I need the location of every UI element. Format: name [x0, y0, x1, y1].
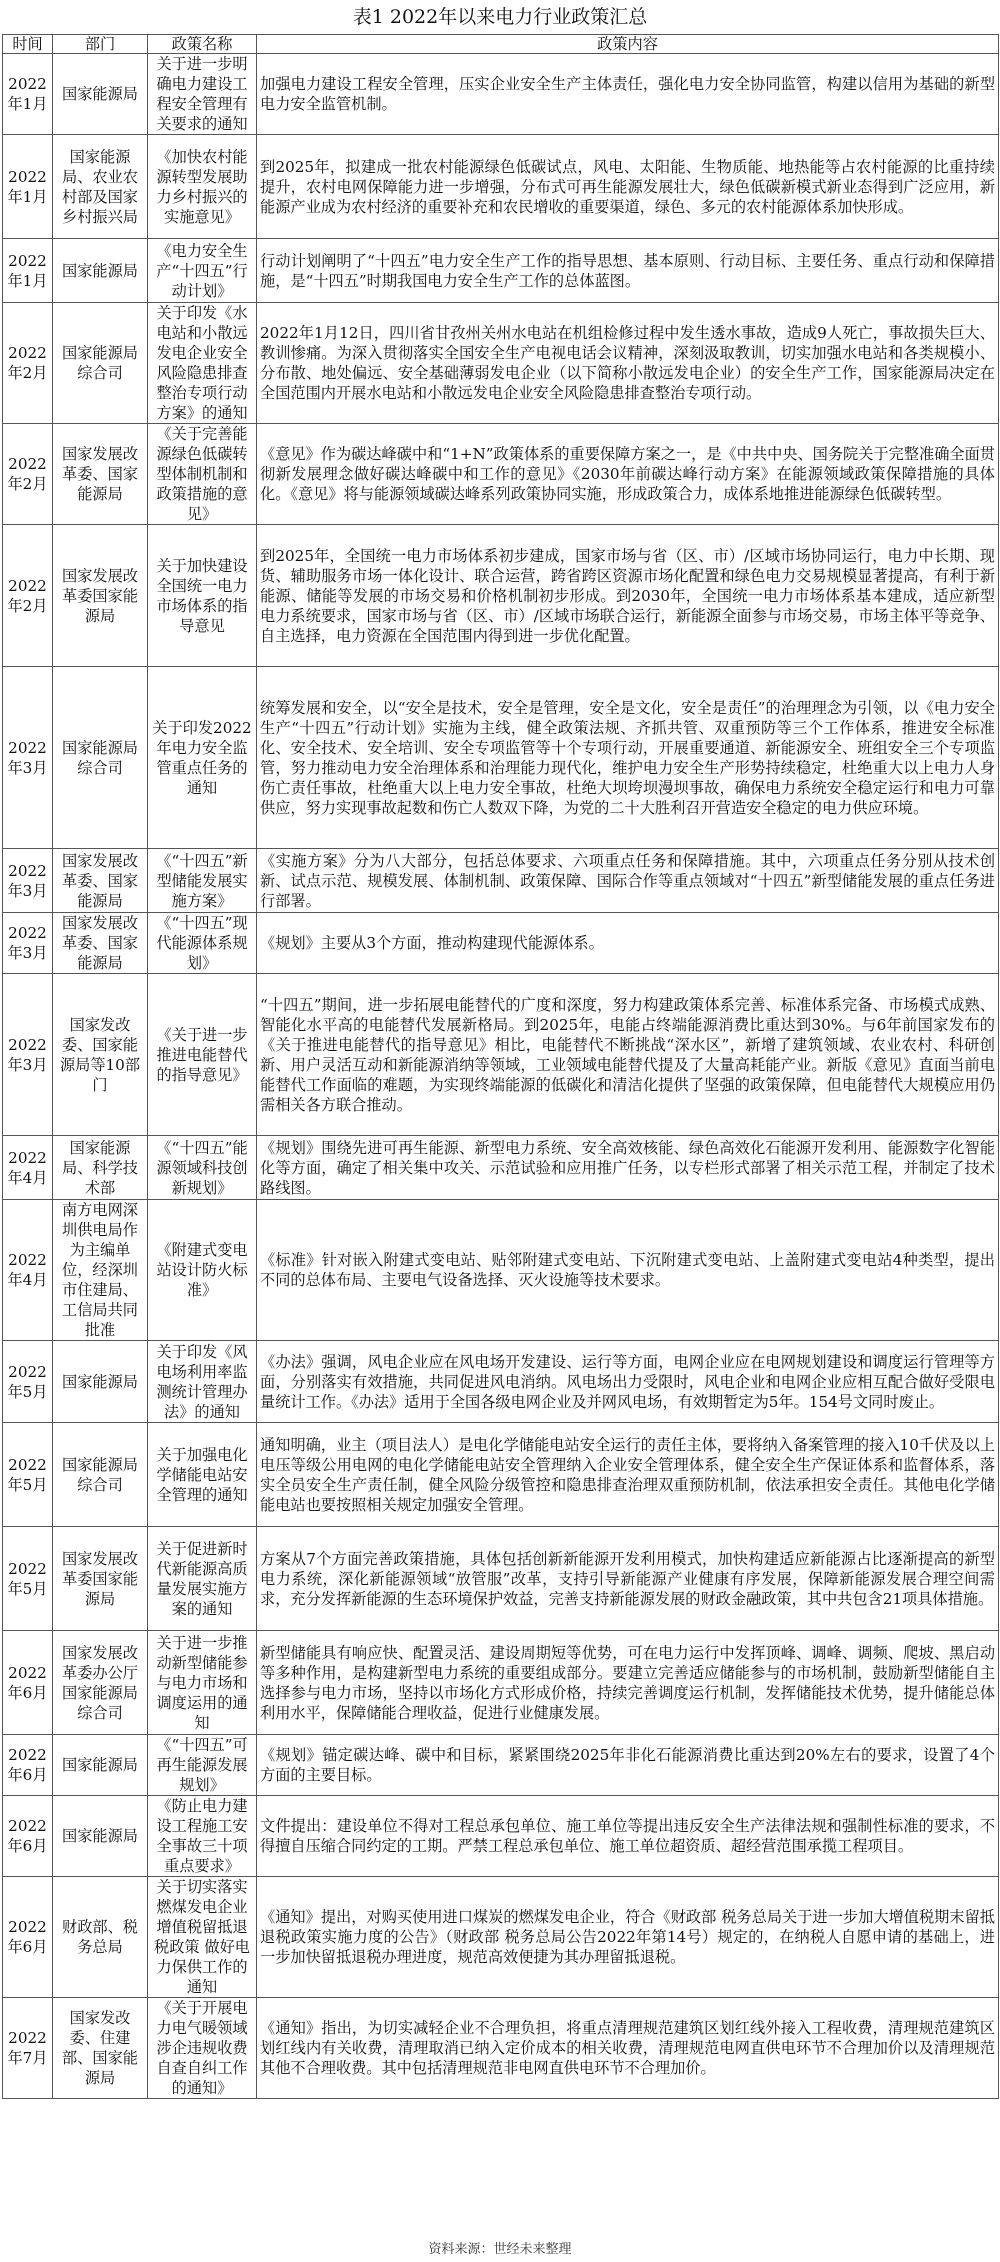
table-row — [3, 135, 999, 239]
cell-policy-content: 统筹发展和安全，以“安全是技术，安全是管理，安全是文化，安全是责任”的治理理念为引领，以《电力安全生产“十四五”行动计划》实施为主线，健全政策法规、齐抓共管、双重预防等三个工作体系，推进安全标准化、安全技术、安全培训、安全专项监管等十个专项行动，开展重要通道、新能源安全、班组安全三个专项监管，努力推动电力安全治理体系和治理能力现代化，维护电力安全生产形势持续稳定，杜绝重大以上电力人身伤亡责任事故，杜绝重大以上电力安全事故，杜绝大坝垮坝漫坝事故，确保电力系统安全稳定运行和电力可靠供应，努力实现事故起数和伤亡人数双下降，为党的二十大胜利召开营造安全稳定的电力供应环境。 — [257, 667, 999, 849]
cell-time: 2022年3月 — [3, 849, 53, 913]
cell-time: 2022年1月 — [3, 135, 53, 239]
cell-policy-name: 关于印发《风电场利用率监测统计管理办法》的通知 — [148, 1341, 257, 1423]
table-row — [3, 974, 999, 1136]
cell-time: 2022年5月 — [3, 1341, 53, 1423]
cell-time: 2022年3月 — [3, 974, 53, 1136]
cell-department: 国家能源局 — [53, 1796, 148, 1877]
cell-time: 2022年1月 — [3, 54, 53, 135]
table-row — [3, 303, 999, 424]
cell-policy-content: 《规划》主要从3个方面，推动构建现代能源体系。 — [257, 913, 999, 974]
cell-policy-name: 《关于开展电力电气暖领域涉企违规收费自查自纠工作的通知》 — [148, 1998, 257, 2099]
cell-time: 2022年4月 — [3, 1136, 53, 1200]
cell-policy-name: 关于印发《水电站和小散远发电企业安全风险隐患排查整治专项行动方案》的通知 — [148, 303, 257, 424]
cell-department: 国家能源局、科学技术部 — [53, 1136, 148, 1200]
cell-policy-name: 《附建式变电站设计防火标准》 — [148, 1200, 257, 1341]
cell-policy-content: 《实施方案》分为八大部分，包括总体要求、六项重点任务和保障措施。其中，六项重点任务分别从技术创新、试点示范、规模发展、体制机制、政策保障、国际合作等重点领域对“十四五”新型储能发展的重点任务进行部署。 — [257, 849, 999, 913]
cell-policy-name: 关于进一步推动新型储能参与电力市场和调度运用的通知 — [148, 1631, 257, 1735]
cell-department: 国家发改委、国家能源局等10部门 — [53, 974, 148, 1136]
cell-department: 国家能源局综合司 — [53, 303, 148, 424]
cell-policy-content: 通知明确，业主（项目法人）是电化学储能电站安全运行的责任主体，要将纳入备案管理的接入10千伏及以上电压等级公用电网的电化学储能电站安全管理纳入企业安全管理体系，健全安全生产保证体系和监督体系，落实全员安全生产责任制，健全风险分级管控和隐患排查治理双重预防机制，依法承担安全责任。其他电化学储能电站也要按照相关规定加强安全管理。 — [257, 1423, 999, 1527]
cell-department: 南方电网深圳供电局作为主编单位，经深圳市住建局、工信局共同批准 — [53, 1200, 148, 1341]
table-row — [3, 913, 999, 974]
cell-time: 2022年3月 — [3, 913, 53, 974]
cell-policy-content: 《规划》锚定碳达峰、碳中和目标，紧紧围绕2025年非化石能源消费比重达到20%左右的要求，设置了4个方面的主要目标。 — [257, 1735, 999, 1796]
cell-policy-name: 《“十四五”可再生能源发展规划》 — [148, 1735, 257, 1796]
table-row — [3, 525, 999, 667]
cell-department: 国家发展改革委办公厅 国家能源局综合司 — [53, 1631, 148, 1735]
header-policy-name: 政策名称 — [148, 35, 257, 54]
table-row — [3, 1200, 999, 1341]
cell-time: 2022年2月 — [3, 303, 53, 424]
cell-department: 国家发展改革委、国家能源局 — [53, 913, 148, 974]
table-row — [3, 1998, 999, 2099]
cell-policy-content: 《标准》针对嵌入附建式变电站、贴邻附建式变电站、下沉附建式变电站、上盖附建式变电站4种类型，提出不同的总体布局、主要电气设备选择、灭火设施等技术要求。 — [257, 1200, 999, 1341]
cell-policy-content: 《通知》指出，为切实减轻企业不合理负担，将重点清理规范建筑区划红线外接入工程收费，清理规范建筑区划红线内有关收费，清理取消已纳入定价成本的相关收费，清理规范电网直供电环节不合理加价以及清理规范其他不合理收费。其中包括清理规范非电网直供电环节不合理加价。 — [257, 1998, 999, 2099]
cell-time: 2022年2月 — [3, 424, 53, 525]
cell-time: 2022年2月 — [3, 525, 53, 667]
cell-policy-content: 加强电力建设工程安全管理，压实企业安全生产主体责任，强化电力安全协同监管，构建以信用为基础的新型电力安全监管机制。 — [257, 54, 999, 135]
cell-policy-content: 新型储能具有响应快、配置灵活、建设周期短等优势，可在电力运行中发挥顶峰、调峰、调频、爬坡、黑启动等多种作用，是构建新型电力系统的重要组成部分。要建立完善适应储能参与的市场机制，鼓励新型储能自主选择参与电力市场，坚持以市场化方式形成价格，持续完善调度运行机制，发挥储能技术优势，提升储能总体利用水平，保障储能合理收益，促进行业健康发展。 — [257, 1631, 999, 1735]
cell-department: 国家发展改革委、国家能源局 — [53, 424, 148, 525]
cell-time: 2022年6月 — [3, 1796, 53, 1877]
table-row — [3, 1735, 999, 1796]
cell-policy-name: 关于促进新时代新能源高质量发展实施方案的通知 — [148, 1527, 257, 1631]
cell-department: 国家能源局 — [53, 1341, 148, 1423]
table-row — [3, 1423, 999, 1527]
table-row — [3, 1631, 999, 1735]
cell-time: 2022年1月 — [3, 239, 53, 303]
cell-department: 国家发展改革委、国家能源局 — [53, 849, 148, 913]
table-row — [3, 667, 999, 849]
cell-department: 国家能源局综合司 — [53, 1423, 148, 1527]
source-note: 资料来源：世经未来整理 — [428, 2242, 572, 2257]
cell-time: 2022年6月 — [3, 1735, 53, 1796]
cell-policy-name: 《“十四五”新型储能发展实施方案》 — [148, 849, 257, 913]
table-caption: 表1 2022年以来电力行业政策汇总 — [352, 6, 648, 28]
cell-policy-content: 文件提出：建设单位不得对工程总承包单位、施工单位等提出违反安全生产法律法规和强制性标准的要求，不得擅自压缩合同约定的工期。严禁工程总承包单位、施工单位超资质、超经营范围承揽工程项目。 — [257, 1796, 999, 1877]
cell-time: 2022年3月 — [3, 667, 53, 849]
header-time: 时间 — [3, 35, 53, 54]
table-row — [3, 849, 999, 913]
cell-policy-name: 关于切实落实燃煤发电企业增值税留抵退税政策 做好电力保供工作的通知 — [148, 1877, 257, 1998]
cell-policy-content: 《规划》围绕先进可再生能源、新型电力系统、安全高效核能、绿色高效化石能源开发利用、能源数字化智能化等方面，确定了相关集中攻关、示范试验和应用推广任务，以专栏形式部署了相关示范工程，并制定了技术路线图。 — [257, 1136, 999, 1200]
cell-policy-content: 行动计划阐明了“十四五”电力安全生产工作的指导思想、基本原则、行动目标、主要任务、重点行动和保障措施，是“十四五”时期我国电力安全生产工作的总体蓝图。 — [257, 239, 999, 303]
cell-department: 国家发展改革委国家能源局 — [53, 525, 148, 667]
cell-policy-name: 《“十四五”能源领域科技创新规划》 — [148, 1136, 257, 1200]
cell-time: 2022年4月 — [3, 1200, 53, 1341]
header-department: 部门 — [53, 35, 148, 54]
table-row — [3, 1136, 999, 1200]
cell-time: 2022年5月 — [3, 1527, 53, 1631]
cell-time: 2022年6月 — [3, 1877, 53, 1998]
table-row — [3, 1796, 999, 1877]
table-row — [3, 54, 999, 135]
cell-department: 财政部、税务总局 — [53, 1877, 148, 1998]
cell-department: 国家能源局综合司 — [53, 667, 148, 849]
cell-policy-name: 关于印发2022年电力安全监管重点任务的通知 — [148, 667, 257, 849]
cell-department: 国家能源局 — [53, 239, 148, 303]
cell-department: 国家发改委、住建部、国家能源局 — [53, 1998, 148, 2099]
cell-department: 国家发展改革委国家能源局 — [53, 1527, 148, 1631]
table-row — [3, 239, 999, 303]
cell-policy-content: 《通知》提出，对购买使用进口煤炭的燃煤发电企业，符合《财政部 税务总局关于进一步加大增值税期末留抵退税政策实施力度的公告》（财政部 税务总局公告2022年第14号）规定的，在纳税人自愿申请的基础上，进一步加快留抵退税办理进度，规范高效便捷为其办理留抵退税。 — [257, 1877, 999, 1998]
cell-policy-content: 到2025年，拟建成一批农村能源绿色低碳试点，风电、太阳能、生物质能、地热能等占农村能源的比重持续提升，农村电网保障能力进一步增强，分布式可再生能源发展壮大，绿色低碳新模式新业态得到广泛应用，新能源产业成为农村经济的重要补充和农民增收的重要渠道，绿色、多元的农村能源体系加快形成。 — [257, 135, 999, 239]
cell-policy-content: 方案从7个方面完善政策措施，具体包括创新新能源开发利用模式，加快构建适应新能源占比逐渐提高的新型电力系统，深化新能源领域“放管服”改革，支持引导新能源产业健康有序发展，保障新能源发展合理空间需求，充分发挥新能源的生态环境保护效益，完善支持新能源发展的财政金融政策，其中共包含21项具体措施。 — [257, 1527, 999, 1631]
cell-department: 国家能源局 — [53, 54, 148, 135]
table-row — [3, 1341, 999, 1423]
cell-department: 国家能源局、农业农村部及国家乡村振兴局 — [53, 135, 148, 239]
header-policy-content: 政策内容 — [257, 35, 999, 54]
policy-table — [2, 34, 999, 2099]
cell-policy-content: 2022年1月12日，四川省甘孜州关州水电站在机组检修过程中发生透水事故，造成9人死亡，事故损失巨大、教训惨痛。为深入贯彻落实全国安全生产电视电话会议精神，深刻汲取教训，切实加强水电站和各类规模小、分布散、地处偏远、安全基础薄弱发电企业（以下简称小散远发电企业）的安全生产工作，国家能源局决定在全国范围内开展水电站和小散远发电企业安全风险隐患排查整治专项行动。 — [257, 303, 999, 424]
table-row — [3, 1877, 999, 1998]
cell-policy-name: 《关于完善能源绿色低碳转型体制机制和政策措施的意见》 — [148, 424, 257, 525]
cell-policy-content: “十四五”期间，进一步拓展电能替代的广度和深度，努力构建政策体系完善、标准体系完备、市场模式成熟、智能化水平高的电能替代发展新格局。到2025年，电能占终端能源消费比重达到30%。与6年前国家发布的《关于推进电能替代的指导意见》相比，电能替代不断挑战“深水区”，新增了建筑领域、农业农村、科研创新、用户灵活互动和新能源消纳等领域，工业领域电能替代提及了大量高耗能产业。新版《意见》直面当前电能替代工作面临的难题，为实现终端能源的低碳化和清洁化提供了坚强的政策保障，但电能替代大规模应用仍需相关各方联合推动。 — [257, 974, 999, 1136]
table-row — [3, 424, 999, 525]
cell-policy-name: 关于进一步明确电力建设工程安全管理有关要求的通知 — [148, 54, 257, 135]
cell-policy-content: 《办法》强调，风电企业应在风电场开发建设、运行等方面，电网企业应在电网规划建设和调度运行管理等方面，分别落实有效措施，共同促进风电消纳。风电场出力受限时，风电企业和电网企业应相互配合做好受限电量统计工作。《办法》适用于全国各级电网企业及并网风电场，有效期暂定为5年。154号文同时废止。 — [257, 1341, 999, 1423]
cell-department: 国家能源局 — [53, 1735, 148, 1796]
cell-policy-name: 《关于进一步推进电能替代的指导意见》 — [148, 974, 257, 1136]
cell-time: 2022年5月 — [3, 1423, 53, 1527]
cell-policy-content: 《意见》作为碳达峰碳中和“1+N”政策体系的重要保障方案之一，是《中共中央、国务院关于完整准确全面贯彻新发展理念做好碳达峰碳中和工作的意见》《2030年前碳达峰行动方案》在能源领域政策保障措施的具体化。《意见》将与能源领域碳达峰系列政策协同实施，形成政策合力，成体系地推进能源绿色低碳转型。 — [257, 424, 999, 525]
table-row — [3, 1527, 999, 1631]
cell-policy-name: 《电力安全生产“十四五”行动计划》 — [148, 239, 257, 303]
cell-time: 2022年6月 — [3, 1631, 53, 1735]
cell-policy-name: 关于加快建设全国统一电力市场体系的指导意见 — [148, 525, 257, 667]
cell-policy-name: 《加快农村能源转型发展助力乡村振兴的实施意见》 — [148, 135, 257, 239]
cell-policy-name: 关于加强电化学储能电站安全管理的通知 — [148, 1423, 257, 1527]
cell-policy-content: 到2025年，全国统一电力市场体系初步建成，国家市场与省（区、市）/区域市场协同运行，电力中长期、现货、辅助服务市场一体化设计、联合运营，跨省跨区资源市场化配置和绿色电力交易规模显著提高，有利于新能源、储能等发展的市场交易和价格机制初步形成。到2030年，全国统一电力市场体系基本建成，适应新型电力系统要求，国家市场与省（区、市）/区域市场联合运行，新能源全面参与市场交易，市场主体平等竞争、自主选择，电力资源在全国范围内得到进一步优化配置。 — [257, 525, 999, 667]
table-header-row — [3, 35, 999, 54]
cell-time: 2022年7月 — [3, 1998, 53, 2099]
cell-policy-name: 《防止电力建设工程施工安全事故三十项重点要求》 — [148, 1796, 257, 1877]
cell-policy-name: 《“十四五”现代能源体系规划》 — [148, 913, 257, 974]
